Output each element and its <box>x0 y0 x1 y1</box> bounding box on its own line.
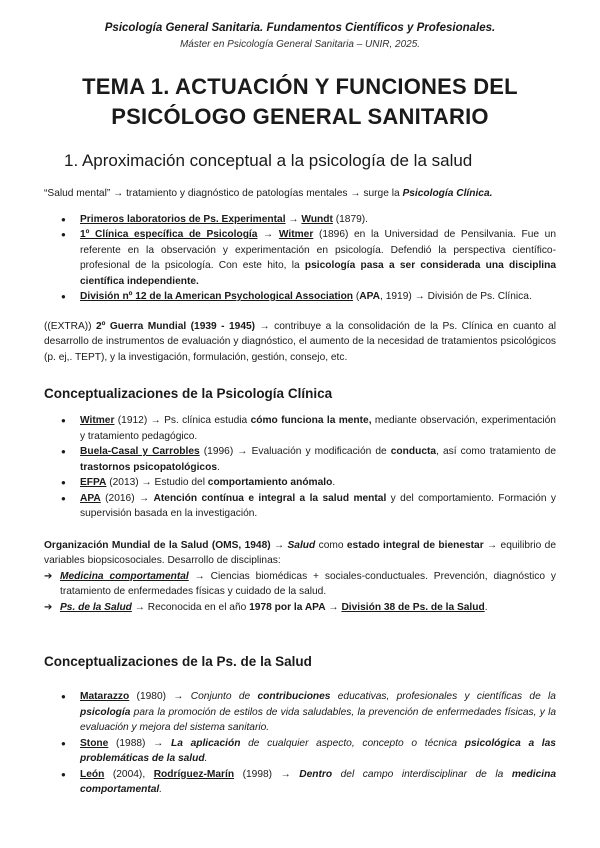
salud-list <box>44 689 556 798</box>
author-name: Wundt <box>301 213 333 225</box>
author-name: Rodríguez-Marín <box>153 768 235 780</box>
author-name: Stone <box>80 737 109 749</box>
oms-paragraph: Organización Mundial de la Salud (OMS, 1948) → Salud como estado integral de bienestar → equilibrio de variables biopsicosociales. Desarrollo de disciplinas: <box>44 539 556 566</box>
page-title-line2: PSICÓLOGO GENERAL SANITARIO <box>111 104 489 129</box>
list-item: ➔ Medicina comportamental → Ciencias biomédicas + sociales-conductuales. Prevención, diagnóstico y tratamiento de enfermedades físicas y cuidado de la salud. <box>44 569 556 600</box>
author-name: Buela-Casal y Carrobles <box>80 446 200 457</box>
page-title <box>44 72 556 132</box>
section-heading-salud: Conceptualizaciones de la Ps. de la Salud <box>44 654 312 669</box>
history-list <box>44 212 556 305</box>
author-name: Witmer <box>278 229 314 240</box>
list-item: ● División nº 12 de la American Psychological Association (APA, 1919) → División de Ps. Clínica. <box>44 289 556 305</box>
page-title-line1: TEMA 1. ACTUACIÓN Y FUNCIONES DEL <box>82 74 518 99</box>
section-heading-clinica: Conceptualizaciones de la Psicología Clínica <box>44 386 333 401</box>
list-item: ● EFPA (2013) → Estudio del comportamiento anómalo. <box>44 475 556 491</box>
list-item: ● León (2004), Rodríguez-Marín (1998) → Dentro del campo interdisciplinar de la medicina comportamental. <box>44 767 556 798</box>
running-header-subtitle: Máster en Psicología General Sanitaria – UNIR, 2025. <box>179 39 421 50</box>
intro-text: “Salud mental” → tratamiento y diagnóstico de patologías mentales → surge la <box>44 188 403 199</box>
section-heading-aproximacion: 1. Aproximación conceptual a la psicología de la salud <box>64 151 473 170</box>
list-item: ● Matarazzo (1980) → Conjunto de contribuciones educativas, profesionales y científicas de la psicología para la promoción de estilos de vida saludables, la prevención de enfermedades físicas, y la evaluación y mejora del sistema sanitario. <box>44 689 556 736</box>
list-item: ● Buela-Casal y Carrobles (1996) → Evaluación y modificación de conducta, así como tratamiento de trastornos psicopatológicos. <box>44 444 556 475</box>
discipline-name: Medicina comportamental <box>60 570 189 582</box>
intro-emphasis: Psicología Clínica. <box>402 188 493 199</box>
author-name: León <box>80 768 105 780</box>
discipline-name: Ps. de la Salud <box>60 601 132 613</box>
disciplines-list <box>44 569 556 616</box>
list-item: ● Primeros laboratorios de Ps. Experimental → Wundt (1879). <box>44 212 556 228</box>
author-name: Matarazzo <box>80 691 130 702</box>
link-text: División nº 12 de la American Psychological Association <box>80 291 354 302</box>
link-text: Primeros laboratorios de Ps. Experimental <box>80 213 286 225</box>
author-name: APA <box>80 492 101 504</box>
list-item: ● 1º Clínica específica de Psicología → Witmer (1896) en la Universidad de Pensilvania. Fue un referente en la observación y experimentación en psicología. Defendió la perspectiva científico-profesional de la psicología. Con este hito, la psicología pasa a ser considerada una disciplina científica independiente. <box>44 227 556 289</box>
list-item: ● APA (2016) → Atención contínua e integral a la salud mental y del comportamiento. Formación y supervisión basada en la investigación. <box>44 491 556 522</box>
intro-paragraph <box>44 186 556 202</box>
running-header-title: Psicología General Sanitaria. Fundamentos Científicos y Profesionales. <box>104 22 496 34</box>
clinica-list <box>44 413 556 522</box>
link-text: 1º Clínica específica de Psicología <box>80 229 258 240</box>
author-name: Witmer <box>80 415 115 426</box>
list-item: ➔ Ps. de la Salud → Reconocida en el año 1978 por la APA → División 38 de Ps. de la Salud. <box>44 600 556 616</box>
author-name: EFPA <box>80 477 107 488</box>
list-item: ● Stone (1988) → La aplicación de cualquier aspecto, concepto o técnica psicológica a las problemáticas de la salud. <box>44 736 556 767</box>
list-item: ● Witmer (1912) → Ps. clínica estudia cómo funciona la mente, mediante observación, experimentación y tratamiento pedagógico. <box>44 413 556 444</box>
extra-paragraph: ((EXTRA)) 2º Guerra Mundial (1939 - 1945) → contribuye a la consolidación de la Ps. Clínica en cuanto al desarrollo de instrumentos de evaluación y diagnóstico, el aumento de la necesidad de tratamientos psicológicos (p. ej,. TEPT), y la investigación, formulación, gestión, consejo, etc. <box>44 320 557 363</box>
